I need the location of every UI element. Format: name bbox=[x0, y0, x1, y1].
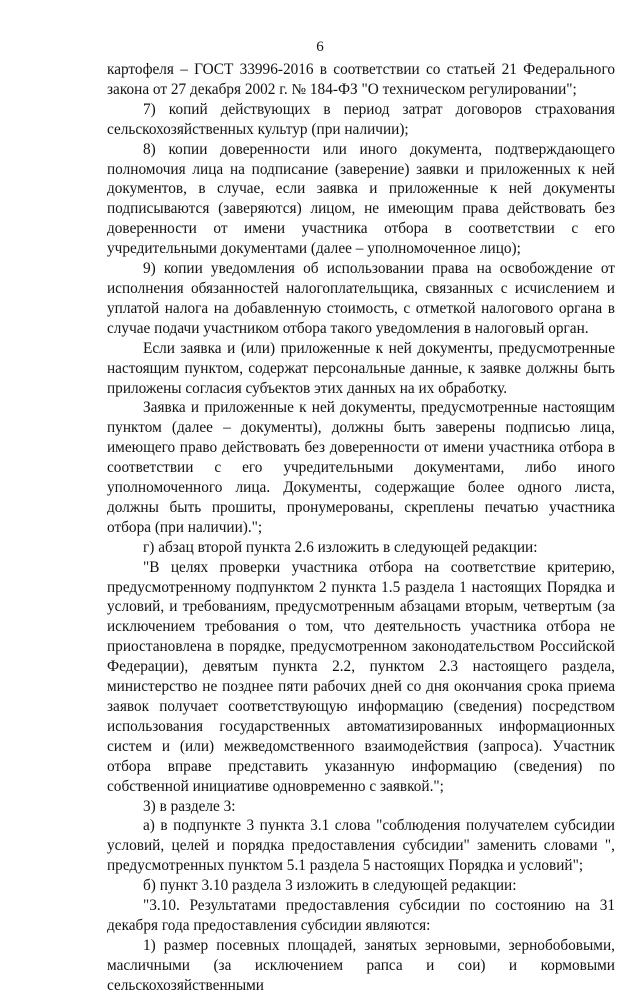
paragraph-personal-data: Если заявка и (или) приложенные к ней документы, предусмотренные настоящим пунктом, содержат персональные данные, к заявке должны быть приложены согласия субъектов этих данных на их обработку. bbox=[107, 339, 615, 397]
paragraph-item-9-vat-exemption: 9) копии уведомления об использовании права на освобождение от исполнения обязанностей налогоплательщика, связанных с исчислением и уплатой налога на добавленную стоимость, с отметкой налогового органа в случае подачи участником отбора такого уведомления в налоговый орган. bbox=[107, 260, 615, 337]
paragraph-results-item-1: 1) размер посевных площадей, занятых зерновыми, зернобобовыми, масличными (за исключением рапса и сои) и кормовыми сельскохозяйственными bbox=[107, 936, 615, 994]
page-number: 6 bbox=[316, 39, 324, 55]
document-body bbox=[107, 60, 615, 996]
paragraph-item-7-insurance: 7) копий действующих в период затрат договоров страхования сельскохозяйственных культур (при наличии); bbox=[107, 100, 615, 138]
paragraph-potato-gost: картофеля – ГОСТ 33996-2016 в соответствии со статьей 21 Федерального закона от 27 декабря 2002 г. № 184-ФЗ "О техническом регулировании"; bbox=[107, 61, 615, 98]
paragraph-results-3-10: "3.10. Результатами предоставления субсидии по состоянию на 31 декабря года предоставления субсидии являются: bbox=[107, 897, 615, 934]
paragraph-document-certification: Заявка и приложенные к ней документы, предусмотренные настоящим пунктом (далее – документы), должны быть заверены подписью лица, имеющего право действовать без доверенности от имени участника отбора в соответствии с его учредительными документами, либо иного уполномоченного лица. Документы, содержащие более одного листа, должны быть прошиты, пронумерованы, скреплены печатью участника отбора (при наличии)."; bbox=[107, 399, 615, 536]
paragraph-item-b: б) пункт 3.10 раздела 3 изложить в следующей редакции: bbox=[143, 877, 517, 895]
paragraph-verification-criteria: "В целях проверки участника отбора на соответствие критерию, предусмотренному подпунктом 2 пункта 1.5 раздела 1 настоящих Порядка и условий, и требованиям, предусмотренным абзацами вторым, четвертым (за исключением требования о том, что деятельность участника отбора не приостановлена в порядке, предусмотренном законодательством Российской Федерации), девятым пункта 2.2, пунктом 2.3 настоящего раздела, министерство не позднее пяти рабочих дней со дня окончания срока приема заявок получает соответствующую информацию (сведения) посредством использования государственных автоматизированных информационных систем и (или) межведомственного взаимодействия (запроса). Участник отбора вправе представить указанную информацию (сведения) по собственной инициативе одновременно с заявкой."; bbox=[107, 558, 615, 795]
paragraph-section-3: 3) в разделе 3: bbox=[143, 797, 236, 815]
paragraph-item-g: г) абзац второй пункта 2.6 изложить в следующей редакции: bbox=[143, 538, 538, 556]
paragraph-item-a: а) в подпункте 3 пункта 3.1 слова "соблюдения получателем субсидии условий, целей и порядка предоставления субсидии" заменить словами ", предусмотренных пунктом 5.1 раздела 5 настоящих Порядка и условий"; bbox=[107, 817, 615, 875]
paragraph-item-8-power-of-attorney: 8) копии доверенности или иного документа, подтверждающего полномочия лица на подписание (заверение) заявки и приложенных к ней документов, в случае, если заявка и приложенные к ней документы подписываются (заверяются) лицом, не имеющим права действовать без доверенности от имени участника отбора в соответствии с его учредительными документами (далее – уполномоченное лицо); bbox=[107, 140, 615, 258]
